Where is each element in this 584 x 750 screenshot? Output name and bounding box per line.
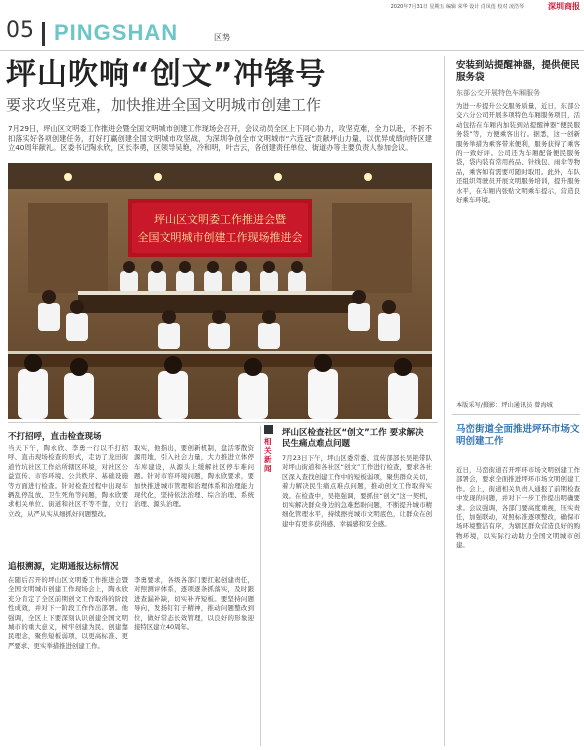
col1-body2: 在随后召开的坪山区文明委工作推进会暨全国文明城市创建工作现场会上，陶永欣充分肯定了全区前期创文工作取得的阶段性成效，并对下一阶段工作作出部署。他强调，全区上下要深刻认识创建全国文明城市的重大意义，树牢创建为民、创建靠民理念，聚焦短板弱项，以更高标准、更严要求、更实举措推进创建工作。 — [8, 576, 128, 650]
meeting-photo — [8, 163, 432, 419]
sidebar-article-body: 为进一步提升公交服务质量，近日，东部公交六分公司开展多项特色车厢服务项目，活动包括在车厢内加装到站提醒神器“便民服务袋”等，方便乘客出行。据悉，这一创新服务举措为乘客带来便利，服务获得了乘客的一致好评。公司还为车厢配备便民服务袋，袋内装有常用药品、针线包、雨伞等物品，乘客如有需要可随时取用。此外，车队还组织驾驶员开展文明服务培训，提升服务水平，在车厢内张贴文明乘车提示，营造良好乘车环境。 — [456, 102, 580, 205]
sidebar-divider — [444, 56, 445, 746]
newspaper-brand: 深圳商报 — [548, 2, 580, 11]
header-divider — [42, 22, 45, 46]
section-name-cn: 区势 — [214, 33, 230, 42]
col2-body: 取实，他指出，要创新机制，盘活零散资源用地，引入社会力量，大力推进立体停车库建设，从源头上缓解社区停车难问题。针对市容环境问题，陶永欣要求，要加快推进城市管理和治理体系和治理能力现代化，坚持依法治理、综合治理、系统治理、源头治理。 — [134, 444, 254, 509]
col-divider — [260, 426, 261, 746]
banner-text-line2: 全国文明城市创建工作现场推进会 — [137, 231, 303, 244]
col2-body2: 李勇要求，各级各部门要扛起创建责任，对照测评体系，逐项逐条抓落实，及时跟进查漏补缺，切实补齐短板。要坚持问题导向，发扬钉钉子精神，推动问题整改到位，做好常态长效管理，以良好的形象迎接特区建立40周年。 — [134, 576, 254, 632]
main-lead-paragraph: 7月29日，坪山区文明委工作推进会暨全国文明城市创建工作现场会召开，会议动员全区上下同心协力，攻坚克难，全力以赴，不折不扣落实好各项创建任务，打好打赢创建全国文明城市攻坚战，为深圳争创全市文明城市“六连冠”贡献坪山力量，以优异成绩向特区建立40周年献礼。区委书记陶永欣，区长李勇，区领导吴艳，冷和明，叶吉云，各创建责任单位、街道办等主要负责人参加会议。 — [8, 124, 432, 153]
main-subhead: 要求攻坚克难，加快推进全国文明城市创建工作 — [6, 96, 322, 114]
page-number: 05 — [6, 18, 34, 43]
section-header — [0, 14, 584, 48]
related-news-text: 相关新闻 — [264, 437, 272, 473]
sidebar-byline: 本版采写/摄影：坪山通讯员 曾海城 — [456, 402, 553, 409]
sidebar2-article-body: 近日，马峦街道召开坪环市场文明创建工作部署会，要求全面推进坪环市场文明创建工作。会上，街道相关负责人通报了前期检查中发现的问题，并对下一步工作提出明确要求。会议强调，各部门要高度重视，压实责任，加强联动，对照标准逐项整改，确保市场环境整洁有序，为辖区群众营造良好的购物环境，以实际行动助力全国文明城市创建。 — [456, 466, 580, 550]
top-meta-bar — [0, 0, 584, 14]
sidebar-article-subtitle: 东部公交开展特色车厢服务 — [456, 89, 540, 97]
sidebar-article-title: 安装到站提醒神器，提供便民服务袋 — [456, 60, 580, 83]
sidebar-rule — [452, 414, 580, 415]
section-name: PINGSHAN — [54, 20, 179, 45]
square-icon — [264, 425, 273, 434]
col1-body: 当天下午，陶永欣、李勇一行以不打招呼、直击现场检查的形式，走访了龙田街道竹坑社区工作站所辖区环境，对社区公益宣传、市容环境、公共秩序、基础设施等方面进行检查。针对检查过程中出现车辆乱停乱放、卫生死角等问题，陶永欣要求相关单位、街道和社区不等不靠，立行立改，从严从实从细抓好问题整改。 — [8, 444, 128, 518]
main-headline: 坪山吹响“创文”冲锋号 — [6, 57, 327, 92]
bottom-rule — [8, 422, 438, 423]
related-news-label — [264, 425, 276, 473]
meeting-photo-illustration — [8, 163, 432, 419]
banner-text-line1: 坪山区文明委工作推进会暨 — [154, 213, 286, 226]
col3-body: 7月23日下午，坪山区委常委、宣传部部长吴艳带队对坪山街道和各社区“创文”工作进行检查，要求各社区深入查找创建工作中的短板弱项，聚焦群众关切，着力解决民生痛点难点问题，推动创文工作取得实效。在检查中，吴艳强调，要抓住“创文”这一契机，切实解决群众身边的急难愁盼问题，不断提升城市精细化管理水平，持续擦亮城市文明底色，让群众在创建中有更多获得感、幸福感和安全感。 — [282, 454, 432, 528]
col1-title: 不打招呼，直击检查现场 — [8, 432, 102, 442]
col1-title2: 追根溯源，定期通报达标情况 — [8, 562, 119, 572]
col3-title: 坪山区检查社区“创文”工作 要求解决民生痛点难点问题 — [282, 428, 424, 449]
sidebar2-article-title: 马峦街道全面推进坪环市场文明创建工作 — [456, 424, 580, 447]
header-rule — [0, 50, 584, 51]
issue-meta: 2020年7月31日 星期五 编辑 荣华 设计 肖凤莲 校对 凌浩琴 — [390, 4, 524, 10]
